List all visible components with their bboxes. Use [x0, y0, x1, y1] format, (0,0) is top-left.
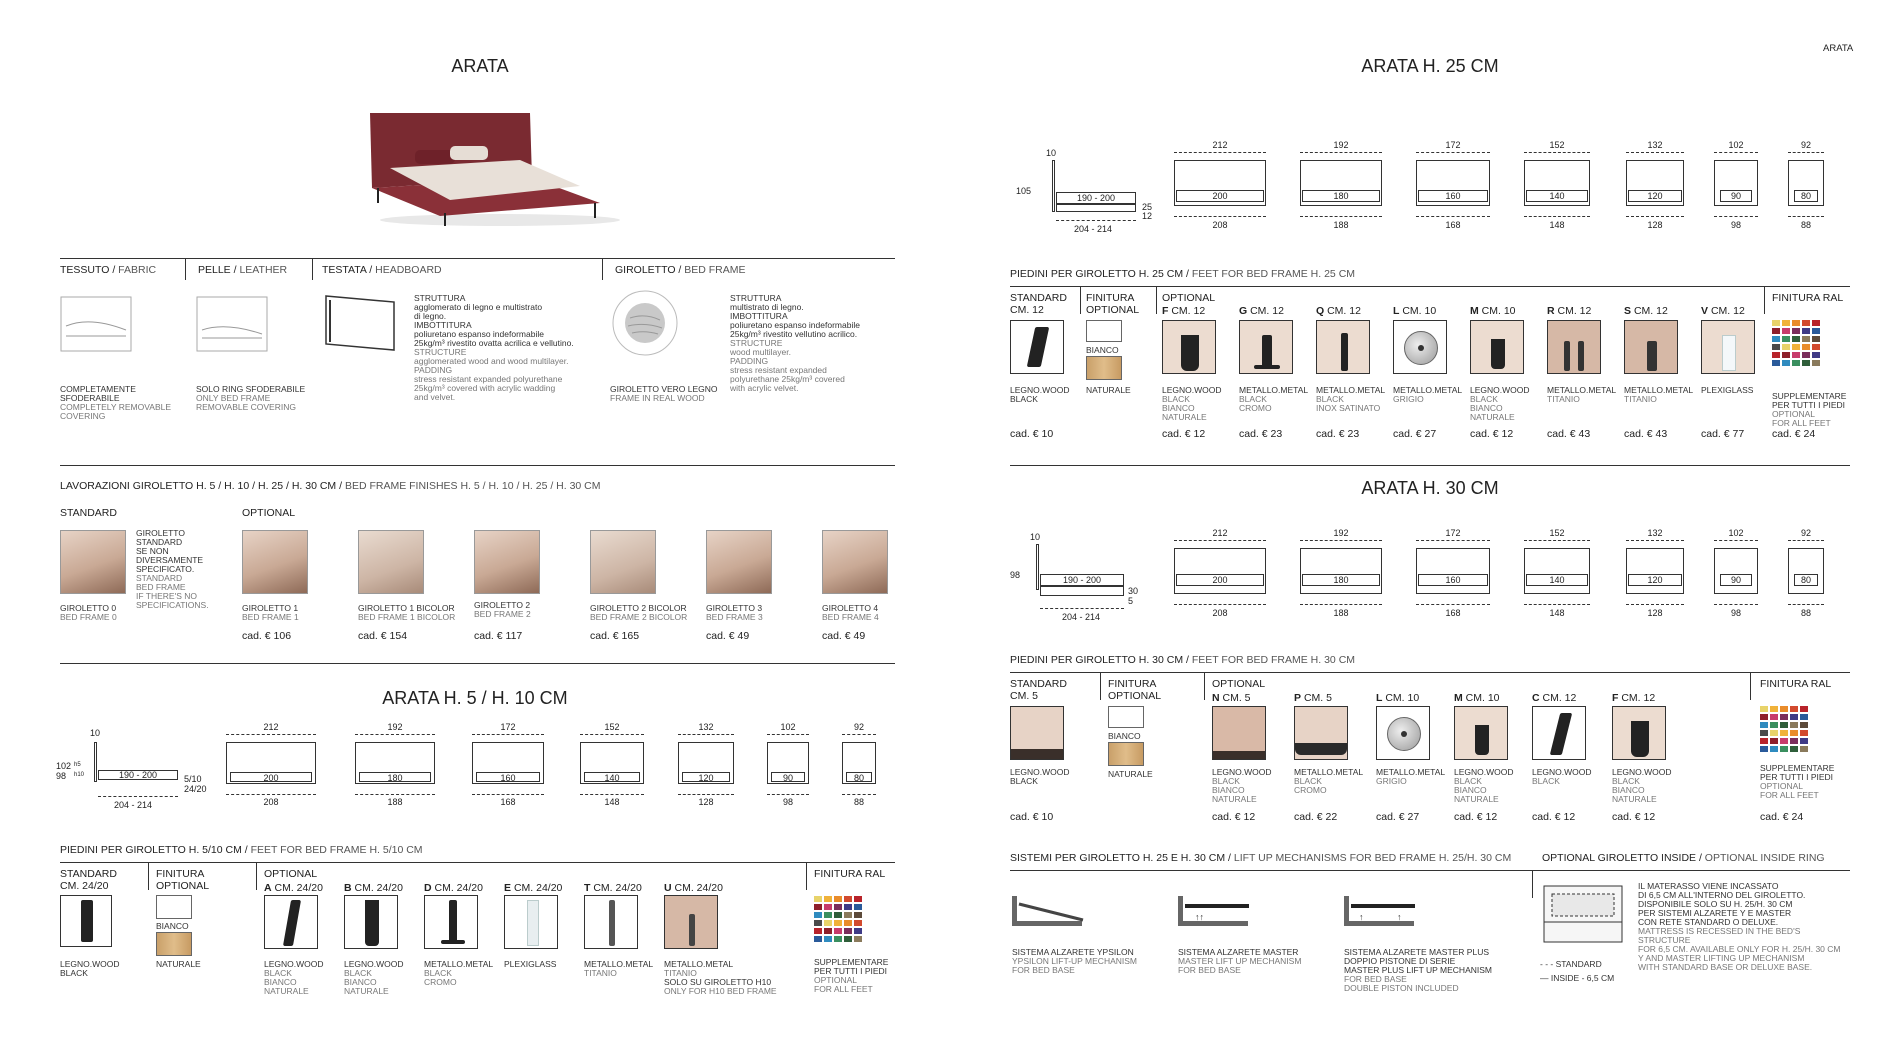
ral-color-swatch — [1760, 730, 1768, 736]
ral-color-swatch — [814, 912, 822, 918]
ral-color-swatch — [1802, 336, 1810, 342]
page-title-left: ARATA — [451, 56, 509, 76]
ral-color-swatch — [1760, 714, 1768, 720]
h30-foot-m-title: M CM. 10 — [1454, 692, 1500, 704]
h5-standard-foot — [60, 895, 112, 947]
h5-white-label: BIANCO — [156, 921, 189, 931]
h5-foot-u-caption: METALLO.METAL TITANIO SOLO SU GIROLETTO H10 ONLY FOR H10 BED FRAME — [664, 959, 777, 996]
ral-color-swatch — [1770, 706, 1778, 712]
h25-side-view: 10 105 190 - 200 25 12 204 - 214 — [1016, 148, 1153, 234]
finish-5-photo — [706, 530, 772, 594]
h25-foot-r-title: R CM. 12 — [1547, 305, 1592, 317]
ral-color-swatch — [1812, 344, 1820, 350]
h5-natural-label: NATURALE — [156, 959, 201, 969]
ral-color-swatch — [854, 912, 862, 918]
finish-6-price: cad. € 49 — [822, 630, 866, 642]
h25-foot-g-price: cad. € 23 — [1239, 428, 1283, 440]
h5-foot-u — [664, 895, 718, 949]
h30-foot-l — [1376, 706, 1430, 760]
corner-label: ARATA — [1823, 43, 1854, 54]
svg-text:↑↑: ↑↑ — [1195, 912, 1204, 922]
h25-ral-title: FINITURA RAL — [1772, 292, 1844, 304]
ral-color-swatch — [1780, 706, 1788, 712]
h5-white-swatch — [156, 895, 192, 919]
col-frame-heading: GIROLETTO / BED FRAME — [615, 264, 746, 276]
h5-standard-label: STANDARD CM. 24/20 — [60, 868, 117, 892]
ral-color-swatch — [814, 920, 822, 926]
col-fabric-heading: TESSUTO / FABRIC — [60, 264, 157, 276]
h25-foot-m-title: M CM. 10 — [1470, 305, 1516, 317]
ral-color-swatch — [824, 928, 832, 934]
h25-foot-r — [1547, 320, 1601, 374]
ral-color-swatch — [1812, 360, 1820, 366]
h25-bed-92: 92 80 88 — [1788, 140, 1824, 236]
ral-color-swatch — [824, 912, 832, 918]
h25-bed-132: 132 120 128 — [1626, 140, 1684, 236]
master-mechanism-drawing — [1178, 896, 1248, 926]
h5-natural-swatch — [156, 932, 192, 956]
h30-bed-152: 152 140 148 — [1524, 528, 1590, 624]
ral-color-swatch — [1792, 352, 1800, 358]
h25-standard-foot — [1010, 320, 1064, 374]
h5-foot-t-caption: METALLO.METAL TITANIO — [584, 959, 654, 978]
headboard-description: STRUTTURA agglomerato di legno e multistrato di legno. IMBOTTITURA poliuretano espanso indeformabile 25kg/m³ rivestito ovatta acrilica e vellutino. STRUCTURE agglomerated wood and wood multilayer. PADDING stress resistant expanded polyurethane 25kg/m³ covered with acrylic wadding and velvet. — [414, 293, 574, 402]
ral-color-swatch — [844, 904, 852, 910]
h30-finish-label: FINITURA OPTIONAL — [1108, 678, 1162, 702]
h5-finish-label: FINITURA OPTIONAL — [156, 868, 210, 892]
h30-ral-price: cad. € 24 — [1760, 811, 1804, 823]
h5-bed-172: 172 160 168 — [472, 722, 544, 814]
ral-color-swatch — [834, 904, 842, 910]
ral-color-swatch — [1802, 352, 1810, 358]
ral-color-swatch — [1770, 714, 1778, 720]
ral-color-swatch — [1782, 320, 1790, 326]
ral-color-swatch — [1802, 360, 1810, 366]
h25-foot-g — [1239, 320, 1293, 374]
h25-foot-l — [1393, 320, 1447, 374]
h30-bed-102: 102 90 98 — [1714, 528, 1758, 624]
ral-color-swatch — [1812, 352, 1820, 358]
ral-color-swatch — [834, 936, 842, 942]
finish-6-caption: GIROLETTO 4 BED FRAME 4 — [822, 603, 879, 622]
h5-foot-t-title: T CM. 24/20 — [584, 882, 642, 894]
h5-foot-b-caption: LEGNO.WOOD BLACK BIANCO NATURALE — [344, 959, 404, 996]
bed-product-image — [360, 108, 620, 228]
headboard-drawing — [322, 292, 398, 352]
inside-legend-inside: — INSIDE - 6,5 CM — [1540, 973, 1615, 983]
ral-color-swatch — [1790, 738, 1798, 744]
master-plus-mechanism-drawing — [1344, 896, 1414, 926]
h25-bed-212: 212 200 208 — [1174, 140, 1266, 236]
h25-standard-caption: LEGNO.WOOD BLACK — [1010, 385, 1070, 404]
h25-optional-label: OPTIONAL — [1162, 292, 1216, 304]
h25-foot-q-title: Q CM. 12 — [1316, 305, 1361, 317]
ral-color-swatch — [1780, 746, 1788, 752]
h30-foot-p-price: cad. € 22 — [1294, 811, 1338, 823]
finish-2-price: cad. € 154 — [358, 630, 408, 642]
ral-color-swatch — [1812, 328, 1820, 334]
bed-frame-0-photo — [60, 530, 126, 594]
h25-foot-f-title: F CM. 12 — [1162, 305, 1206, 317]
h30-foot-m-price: cad. € 12 — [1454, 811, 1498, 823]
h5-foot-d — [424, 895, 478, 949]
h25-foot-m-price: cad. € 12 — [1470, 428, 1514, 440]
ral-color-swatch — [834, 896, 842, 902]
ral-color-swatch — [1812, 320, 1820, 326]
h30-natural-label: NATURALE — [1108, 769, 1153, 779]
h30-foot-n-title: N CM. 5 — [1212, 692, 1251, 704]
inside-heading: OPTIONAL GIROLETTO INSIDE / OPTIONAL INSIDE RING — [1542, 852, 1825, 864]
standard-frame-note: GIROLETTO STANDARD SE NON DIVERSAMENTE SPECIFICATO. STANDARD BED FRAME IF THERE'S NO SPECIFICATIONS. — [136, 528, 209, 610]
ral-color-swatch — [1812, 336, 1820, 342]
ral-color-swatch — [1792, 328, 1800, 334]
h5-feet-heading: PIEDINI PER GIROLETTO H. 5/10 CM / FEET FOR BED FRAME H. 5/10 CM — [60, 844, 423, 856]
frame-description: STRUTTURA multistrato di legno. IMBOTTITURA poliuretano espanso indeformabile 25kg/m³ rivestito vellutino acrilico. STRUCTURE wood multilayer. PADDING stress resistant expanded polyurethane 25kg/m³ covered with acrylic velvet. — [730, 293, 860, 393]
h25-foot-l-title: L CM. 10 — [1393, 305, 1437, 317]
h25-title: ARATA H. 25 CM — [1361, 56, 1499, 76]
h30-foot-l-price: cad. € 27 — [1376, 811, 1420, 823]
h25-foot-r-caption: METALLO.METAL TITANIO — [1547, 385, 1617, 404]
ral-color-swatch — [824, 920, 832, 926]
ral-color-swatch — [844, 928, 852, 934]
h30-natural-swatch — [1108, 742, 1144, 766]
ral-color-swatch — [1760, 706, 1768, 712]
h5-bed-212: 212 200 208 — [226, 722, 316, 814]
col-leather-heading: PELLE / LEATHER — [198, 264, 288, 276]
h25-foot-s-title: S CM. 12 — [1624, 305, 1668, 317]
ral-color-swatch — [1770, 722, 1778, 728]
h5-ral-palette — [814, 896, 870, 948]
ral-color-swatch — [1770, 738, 1778, 744]
inside-ring-drawing — [1540, 882, 1626, 952]
h25-foot-v-price: cad. € 77 — [1701, 428, 1745, 440]
ral-color-swatch — [1782, 336, 1790, 342]
h30-foot-f-caption: LEGNO.WOOD BLACK BIANCO NATURALE — [1612, 767, 1672, 804]
ral-color-swatch — [824, 936, 832, 942]
h30-standard-label: STANDARD CM. 5 — [1010, 678, 1067, 702]
h5-foot-b — [344, 895, 398, 949]
finish-4-photo — [590, 530, 656, 594]
real-wood-seal — [610, 288, 680, 358]
ral-color-swatch — [1782, 328, 1790, 334]
finish-3-caption: GIROLETTO 2 BED FRAME 2 — [474, 600, 531, 619]
h25-white-label: BIANCO — [1086, 345, 1119, 355]
ral-color-swatch — [844, 920, 852, 926]
ral-color-swatch — [1790, 722, 1798, 728]
h25-foot-l-price: cad. € 27 — [1393, 428, 1437, 440]
finish-5-price: cad. € 49 — [706, 630, 750, 642]
ral-color-swatch — [1780, 722, 1788, 728]
h30-bed-172: 172 160 168 — [1416, 528, 1490, 624]
finishes-optional-label: OPTIONAL — [242, 507, 296, 519]
ral-color-swatch — [1800, 706, 1808, 712]
ral-color-swatch — [854, 920, 862, 926]
ral-color-swatch — [1800, 722, 1808, 728]
h30-foot-l-caption: METALLO.METAL GRIGIO — [1376, 767, 1446, 786]
h30-foot-p-title: P CM. 5 — [1294, 692, 1332, 704]
h5-foot-e — [504, 895, 558, 949]
h5-title: ARATA H. 5 / H. 10 CM — [382, 688, 568, 708]
leather-caption: SOLO RING SFODERABILE ONLY BED FRAME REMOVABLE COVERING — [196, 384, 306, 412]
h5-ral-title: FINITURA RAL — [814, 868, 886, 880]
ral-color-swatch — [1772, 352, 1780, 358]
ral-color-swatch — [814, 928, 822, 934]
ral-color-swatch — [1772, 336, 1780, 342]
ral-color-swatch — [1760, 746, 1768, 752]
svg-text:↑: ↑ — [1359, 912, 1364, 922]
h25-foot-f — [1162, 320, 1216, 374]
h25-foot-m-caption: LEGNO.WOOD BLACK BIANCO NATURALE — [1470, 385, 1530, 422]
ral-color-swatch — [814, 904, 822, 910]
h30-foot-m-caption: LEGNO.WOOD BLACK BIANCO NATURALE — [1454, 767, 1514, 804]
h25-foot-q-price: cad. € 23 — [1316, 428, 1360, 440]
h25-ral-price: cad. € 24 — [1772, 428, 1816, 440]
finish-1-caption: GIROLETTO 1 BED FRAME 1 — [242, 603, 299, 622]
h25-foot-r-price: cad. € 43 — [1547, 428, 1591, 440]
ral-color-swatch — [844, 912, 852, 918]
h30-foot-n — [1212, 706, 1266, 760]
h30-foot-p-caption: METALLO.METAL BLACK CROMO — [1294, 767, 1364, 795]
h25-bed-172: 172 160 168 — [1416, 140, 1490, 236]
ral-color-swatch — [834, 928, 842, 934]
h5-optional-label: OPTIONAL — [264, 868, 318, 880]
ral-color-swatch — [1800, 730, 1808, 736]
h30-white-swatch — [1108, 706, 1144, 728]
inside-description: IL MATERASSO VIENE INCASSATO DI 6,5 CM ALL'INTERNO DEL GIROLETTO. DISPONIBILE SOLO SU H. 25/H. 30 CM PER SISTEMI ALZARETE Y E MASTER CON RETE STANDARD O DELUXE. MATTRESS IS RECESSED IN THE BED'S STRUCTURE FOR 6,5 CM. AVAILABLE ONLY FOR H. 25/H. 30 CM Y AND MASTER LIFTING UP MECHANISM WITH STANDARD BASE OR DELUXE BASE. — [1638, 881, 1841, 972]
ral-color-swatch — [1790, 746, 1798, 752]
h25-ral-caption: SUPPLEMENTARE PER TUTTI I PIEDI OPTIONAL FOR ALL FEET — [1772, 391, 1847, 428]
ral-color-swatch — [1802, 344, 1810, 350]
h5-standard-caption: LEGNO.WOOD BLACK — [60, 959, 120, 978]
ral-color-swatch — [854, 928, 862, 934]
h25-foot-f-caption: LEGNO.WOOD BLACK BIANCO NATURALE — [1162, 385, 1222, 422]
ral-color-swatch — [1790, 730, 1798, 736]
finish-0-caption: GIROLETTO 0 BED FRAME 0 — [60, 603, 117, 622]
ral-color-swatch — [1780, 738, 1788, 744]
h30-standard-caption: LEGNO.WOOD BLACK — [1010, 767, 1070, 786]
h30-standard-price: cad. € 10 — [1010, 811, 1054, 823]
ral-color-swatch — [1772, 328, 1780, 334]
ral-color-swatch — [854, 904, 862, 910]
h25-foot-q — [1316, 320, 1370, 374]
h25-foot-q-caption: METALLO.METAL BLACK INOX SATINATO — [1316, 385, 1386, 413]
ral-color-swatch — [1760, 722, 1768, 728]
ral-color-swatch — [844, 936, 852, 942]
fabric-caption: COMPLETAMENTE SFODERABILE COMPLETELY REMOVABLE COVERING — [60, 384, 172, 421]
ral-color-swatch — [1760, 738, 1768, 744]
master-caption: SISTEMA ALZARETE MASTER MASTER LIFT UP MECHANISM FOR BED BASE — [1178, 947, 1302, 975]
h25-bed-192: 192 180 188 — [1300, 140, 1382, 236]
h25-foot-v-caption: PLEXIGLASS — [1701, 385, 1754, 395]
ral-color-swatch — [1790, 714, 1798, 720]
ral-color-swatch — [1800, 738, 1808, 744]
h30-foot-c-title: C CM. 12 — [1532, 692, 1577, 704]
ral-color-swatch — [1780, 730, 1788, 736]
h5-foot-u-title: U CM. 24/20 — [664, 882, 723, 894]
ral-color-swatch — [1792, 360, 1800, 366]
ral-color-swatch — [1792, 336, 1800, 342]
h25-foot-v — [1701, 320, 1755, 374]
ral-color-swatch — [1800, 746, 1808, 752]
finish-2-caption: GIROLETTO 1 BICOLOR BED FRAME 1 BICOLOR — [358, 603, 456, 622]
ral-color-swatch — [814, 896, 822, 902]
h30-ral-palette — [1760, 706, 1816, 758]
ral-color-swatch — [854, 936, 862, 942]
ral-color-swatch — [1772, 320, 1780, 326]
h30-bed-132: 132 120 128 — [1626, 528, 1684, 624]
h25-foot-s-caption: METALLO.METAL TITANIO — [1624, 385, 1694, 404]
h25-foot-s — [1624, 320, 1678, 374]
h30-standard-foot — [1010, 706, 1064, 760]
finish-1-photo — [242, 530, 308, 594]
ral-color-swatch — [1792, 320, 1800, 326]
ypsilon-caption: SISTEMA ALZARETE YPSILON YPSILON LIFT-UP MECHANISM FOR BED BASE — [1012, 947, 1138, 975]
h25-natural-label: NATURALE — [1086, 385, 1131, 395]
h25-foot-m — [1470, 320, 1524, 374]
frame-caption: GIROLETTO VERO LEGNO FRAME IN REAL WOOD — [610, 384, 718, 403]
h30-optional-label: OPTIONAL — [1212, 678, 1266, 690]
inside-legend-standard: - - - STANDARD — [1540, 959, 1602, 969]
h30-foot-f-title: F CM. 12 — [1612, 692, 1656, 704]
ral-color-swatch — [1782, 352, 1790, 358]
finish-3-price: cad. € 117 — [474, 630, 523, 642]
h5-foot-e-title: E CM. 24/20 — [504, 882, 563, 894]
h30-bed-92: 92 80 88 — [1788, 528, 1824, 624]
h5-bed-102: 102 90 98 — [767, 722, 809, 814]
finish-5-caption: GIROLETTO 3 BED FRAME 3 — [706, 603, 763, 622]
ral-color-swatch — [1802, 328, 1810, 334]
h25-ral-palette — [1772, 320, 1828, 372]
h25-foot-g-title: G CM. 12 — [1239, 305, 1284, 317]
ral-color-swatch — [1792, 344, 1800, 350]
h5-bed-92: 92 80 88 — [842, 722, 876, 814]
ral-color-swatch — [824, 904, 832, 910]
ypsilon-mechanism-drawing — [1012, 896, 1082, 926]
h25-finish-label: FINITURA OPTIONAL — [1086, 292, 1140, 316]
ral-color-swatch — [844, 896, 852, 902]
fabric-bed-drawing — [60, 296, 132, 352]
ral-color-swatch — [1800, 714, 1808, 720]
finish-4-caption: GIROLETTO 2 BICOLOR BED FRAME 2 BICOLOR — [590, 603, 688, 622]
h25-natural-swatch — [1086, 356, 1122, 380]
h30-foot-c — [1532, 706, 1586, 760]
ral-color-swatch — [1772, 360, 1780, 366]
h30-foot-p — [1294, 706, 1348, 760]
ral-color-swatch — [1782, 344, 1790, 350]
ral-color-swatch — [1782, 360, 1790, 366]
h30-side-view: 10 98 190 - 200 30 5 204 - 214 — [1010, 532, 1139, 622]
h25-standard-price: cad. € 10 — [1010, 428, 1054, 440]
h30-foot-n-price: cad. € 12 — [1212, 811, 1256, 823]
h25-foot-f-price: cad. € 12 — [1162, 428, 1206, 440]
ral-color-swatch — [814, 936, 822, 942]
h30-ral-caption: SUPPLEMENTARE PER TUTTI I PIEDI OPTIONAL FOR ALL FEET — [1760, 763, 1835, 800]
h25-bed-102: 102 90 98 — [1714, 140, 1758, 236]
finish-2-photo — [358, 530, 424, 594]
h30-foot-n-caption: LEGNO.WOOD BLACK BIANCO NATURALE — [1212, 767, 1272, 804]
ral-color-swatch — [824, 896, 832, 902]
h5-foot-d-title: D CM. 24/20 — [424, 882, 483, 894]
master-plus-caption: SISTEMA ALZARETE MASTER PLUS DOPPIO PISTONE DI SERIE MASTER PLUS LIFT UP MECHANISM FOR BED BASE DOUBLE PISTON INCLUDED — [1344, 947, 1492, 993]
h30-title: ARATA H. 30 CM — [1361, 478, 1499, 498]
finish-4-price: cad. € 165 — [590, 630, 640, 642]
ral-color-swatch — [1780, 714, 1788, 720]
h30-feet-heading: PIEDINI PER GIROLETTO H. 30 CM / FEET FOR BED FRAME H. 30 CM — [1010, 654, 1356, 666]
h30-foot-c-caption: LEGNO.WOOD BLACK — [1532, 767, 1592, 786]
h25-foot-s-price: cad. € 43 — [1624, 428, 1668, 440]
ral-color-swatch — [834, 920, 842, 926]
h30-white-label: BIANCO — [1108, 731, 1141, 741]
h30-foot-m — [1454, 706, 1508, 760]
svg-text:↑: ↑ — [1397, 912, 1402, 922]
h25-bed-152: 152 140 148 — [1524, 140, 1590, 236]
h5-bed-152: 152 140 148 — [580, 722, 644, 814]
h5-side-view: 10 102 98 h5 h10 190 - 200 5/10 24/20 204 - 214 — [56, 728, 207, 810]
finishes-heading: LAVORAZIONI GIROLETTO H. 5 / H. 10 / H. 25 / H. 30 CM / BED FRAME FINISHES H. 5 / H. 10 / H. 25 / H. 30 CM — [60, 480, 601, 492]
col-headboard-heading: TESTATA / HEADBOARD — [322, 264, 442, 276]
ral-color-swatch — [1790, 706, 1798, 712]
h30-ral-title: FINITURA RAL — [1760, 678, 1832, 690]
finish-6-photo — [822, 530, 888, 594]
h25-foot-l-caption: METALLO.METAL GRIGIO — [1393, 385, 1463, 404]
h5-bed-132: 132 120 128 — [678, 722, 734, 814]
h5-foot-d-caption: METALLO.METAL BLACK CROMO — [424, 959, 494, 987]
h30-foot-f — [1612, 706, 1666, 760]
h25-foot-g-caption: METALLO.METAL BLACK CROMO — [1239, 385, 1309, 413]
finishes-standard-label: STANDARD — [60, 507, 117, 519]
h25-foot-v-title: V CM. 12 — [1701, 305, 1745, 317]
h5-foot-t — [584, 895, 638, 949]
h5-foot-a-title: A CM. 24/20 — [264, 882, 323, 894]
h30-foot-c-price: cad. € 12 — [1532, 811, 1576, 823]
ral-color-swatch — [834, 912, 842, 918]
h30-foot-f-price: cad. € 12 — [1612, 811, 1656, 823]
h25-standard-label: STANDARD CM. 12 — [1010, 292, 1067, 316]
ral-color-swatch — [1770, 746, 1778, 752]
h5-ral-caption: SUPPLEMENTARE PER TUTTI I PIEDI OPTIONAL FOR ALL FEET — [814, 957, 889, 994]
ral-color-swatch — [1772, 344, 1780, 350]
finish-3-photo — [474, 530, 540, 594]
h5-foot-a — [264, 895, 318, 949]
h25-feet-heading: PIEDINI PER GIROLETTO H. 25 CM / FEET FOR BED FRAME H. 25 CM — [1010, 268, 1356, 280]
h5-bed-192: 192 180 188 — [355, 722, 435, 814]
finish-1-price: cad. € 106 — [242, 630, 292, 642]
ral-color-swatch — [1770, 730, 1778, 736]
h25-white-swatch — [1086, 320, 1122, 342]
mech-heading: SISTEMI PER GIROLETTO H. 25 E H. 30 CM / LIFT UP MECHANISMS FOR BED FRAME H. 25/H. 30 CM — [1010, 852, 1512, 864]
h30-bed-212: 212 200 208 — [1174, 528, 1266, 624]
h5-foot-b-title: B CM. 24/20 — [344, 882, 403, 894]
ral-color-swatch — [854, 896, 862, 902]
leather-bed-drawing — [196, 296, 268, 352]
h5-foot-e-caption: PLEXIGLASS — [504, 959, 557, 969]
ral-color-swatch — [1802, 320, 1810, 326]
h30-foot-l-title: L CM. 10 — [1376, 692, 1420, 704]
h5-foot-a-caption: LEGNO.WOOD BLACK BIANCO NATURALE — [264, 959, 324, 996]
h30-bed-192: 192 180 188 — [1300, 528, 1382, 624]
